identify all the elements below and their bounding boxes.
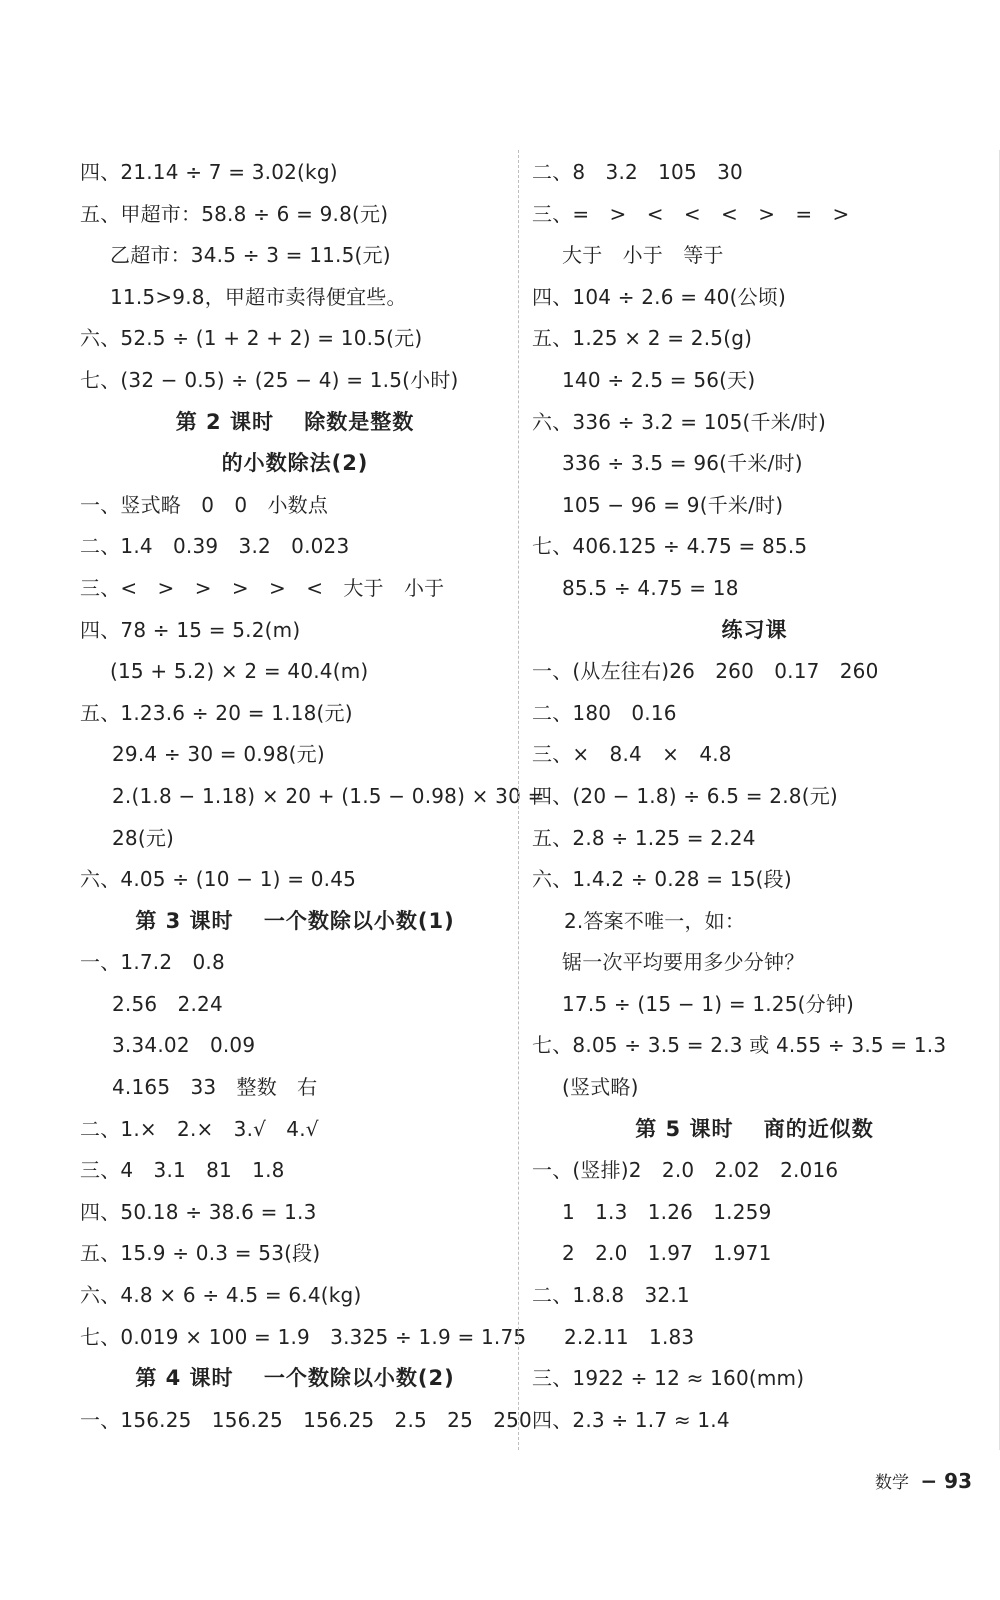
answer-line: 六、4.8 × 6 ÷ 4.5 = 6.4(kg)	[80, 1283, 362, 1308]
answer-line: 一、156.25 156.25 156.25 2.5 25 250	[80, 1407, 532, 1432]
answer-line: 三、< > > > > < 大于 小于	[80, 575, 445, 600]
answer-line: 4.165 33 整数 右	[112, 1075, 318, 1100]
answer-line: 二、1.4 0.39 3.2 0.023	[80, 534, 350, 559]
answer-line: 三、= > < < < > = >	[532, 201, 850, 226]
answer-line: 2.56 2.24	[112, 991, 223, 1016]
answer-line: (15 + 5.2) × 2 = 40.4(m)	[110, 659, 369, 684]
section-heading: 练习课	[721, 617, 788, 642]
answer-line: 二、8 3.2 105 30	[532, 160, 743, 184]
answer-line: 三、1922 ÷ 12 ≈ 160(mm)	[532, 1366, 805, 1391]
answer-line: 2.2.11 1.83	[564, 1324, 695, 1349]
answer-line: 七、8.05 ÷ 3.5 = 2.3 或 4.55 ÷ 3.5 = 1.3	[532, 1033, 947, 1058]
answer-line: 105 − 96 = 9(千米/时)	[562, 492, 784, 517]
page-footer	[875, 1468, 972, 1493]
answer-line: (竖式略)	[562, 1075, 639, 1100]
answer-line: 17.5 ÷ (15 − 1) = 1.25(分钟)	[562, 991, 855, 1016]
answer-line: 29.4 ÷ 30 = 0.98(元)	[112, 742, 325, 767]
answer-line: 3.34.02 0.09	[112, 1033, 256, 1058]
left-column	[80, 152, 545, 1441]
answer-line: 六、52.5 ÷ (1 + 2 + 2) = 10.5(元)	[80, 326, 423, 351]
answer-line: 28(元)	[112, 825, 175, 850]
answer-line: 一、竖式略 0 0 小数点	[80, 492, 329, 517]
answer-line: 11.5>9.8，甲超市卖得便宜些。	[110, 284, 407, 309]
answer-line: 锯一次平均要用多少分钟？	[562, 950, 805, 975]
footer-subject: 数学	[875, 1473, 910, 1493]
answer-line: 四、2.3 ÷ 1.7 ≈ 1.4	[532, 1407, 730, 1432]
answer-line: 85.5 ÷ 4.75 = 18	[562, 575, 739, 600]
answer-line: 六、4.05 ÷ (10 − 1) = 0.45	[80, 867, 357, 892]
answer-line: 乙超市：34.5 ÷ 3 = 11.5(元)	[110, 243, 391, 268]
answer-line: 五、1.25 × 2 = 2.5(g)	[532, 326, 753, 351]
answer-line: 四、104 ÷ 2.6 = 40(公顷)	[532, 284, 786, 309]
answer-line: 二、1.8.8 32.1	[532, 1283, 690, 1308]
answer-line: 七、406.125 ÷ 4.75 = 85.5	[532, 534, 808, 559]
answer-line: 336 ÷ 3.5 = 96(千米/时)	[562, 451, 803, 476]
answer-line: 七、(32 − 0.5) ÷ (25 − 4) = 1.5(小时)	[80, 367, 459, 392]
answer-line: 四、78 ÷ 15 = 5.2(m)	[80, 617, 301, 642]
answer-line: 一、1.7.2 0.8	[80, 950, 225, 975]
answer-line: 2 2.0 1.97 1.971	[562, 1241, 772, 1266]
answer-line: 四、50.18 ÷ 38.6 = 1.3	[80, 1199, 317, 1224]
answer-line: 五、1.23.6 ÷ 20 = 1.18(元)	[80, 700, 353, 725]
section-heading: 第 5 课时 商的近似数	[635, 1116, 874, 1141]
answer-line: 七、0.019 × 100 = 1.9 3.325 ÷ 1.9 = 1.75	[80, 1324, 527, 1349]
column-divider	[518, 150, 519, 1450]
answer-line: 1 1.3 1.26 1.259	[562, 1199, 772, 1224]
answer-line: 三、4 3.1 81 1.8	[80, 1158, 285, 1183]
answer-line: 2.答案不唯一，如：	[564, 908, 746, 933]
answer-line: 二、180 0.16	[532, 700, 677, 725]
page-number: − 93	[920, 1469, 972, 1493]
right-column	[532, 152, 977, 1441]
section-heading: 的小数除法(2)	[221, 451, 369, 476]
answer-line: 六、336 ÷ 3.2 = 105(千米/时)	[532, 409, 827, 434]
answer-line: 一、(从左往右)26 260 0.17 260	[532, 659, 879, 684]
section-heading: 第 3 课时 一个数除以小数(1)	[135, 908, 455, 933]
answer-line: 四、21.14 ÷ 7 = 3.02(kg)	[80, 160, 338, 184]
answer-line: 一、(竖排)2 2.0 2.02 2.016	[532, 1158, 839, 1183]
answer-line: 三、× 8.4 × 4.8	[532, 742, 732, 767]
answer-line: 五、2.8 ÷ 1.25 = 2.24	[532, 825, 756, 850]
answer-line: 五、15.9 ÷ 0.3 = 53(段)	[80, 1241, 321, 1266]
answer-line: 2.(1.8 − 1.18) × 20 + (1.5 − 0.98) × 30 =	[112, 783, 545, 808]
answer-line: 五、甲超市：58.8 ÷ 6 = 9.8(元)	[80, 201, 389, 226]
answer-line: 140 ÷ 2.5 = 56(天)	[562, 367, 756, 392]
answer-line: 二、1.× 2.× 3.√ 4.√	[80, 1116, 319, 1141]
answer-line: 六、1.4.2 ÷ 0.28 = 15(段)	[532, 867, 792, 892]
answer-line: 大于 小于 等于	[562, 243, 724, 268]
answer-line: 四、(20 − 1.8) ÷ 6.5 = 2.8(元)	[532, 783, 838, 808]
section-heading: 第 4 课时 一个数除以小数(2)	[135, 1366, 455, 1391]
section-heading: 第 2 课时 除数是整数	[175, 409, 415, 434]
